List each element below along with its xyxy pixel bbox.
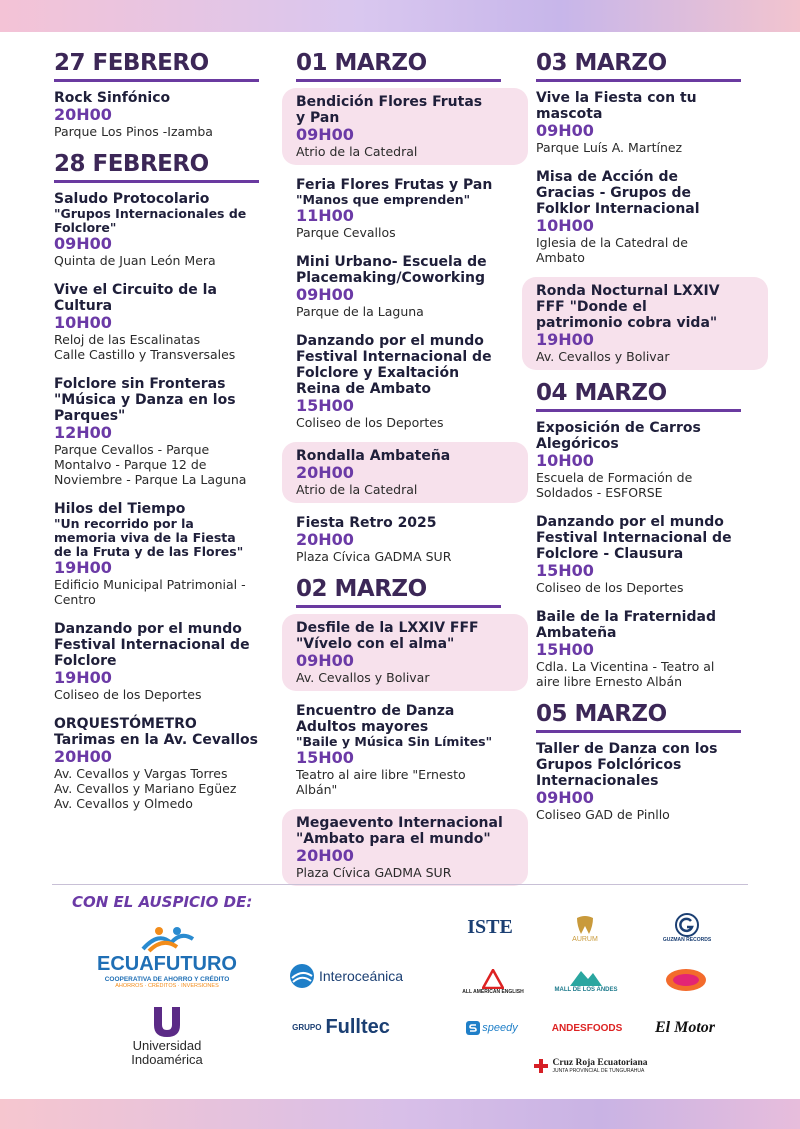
day-title: 04 MARZO [536,380,667,406]
indoamerica-name: Universidad Indoamérica [131,1038,203,1067]
speedy-s-icon [466,1021,480,1035]
event-title: Desfile de la LXXIV FFF "Vívelo con el alma" [296,620,479,652]
column-3 [536,50,746,834]
event-time: 15H00 [296,396,354,415]
event-time: 20H00 [296,846,354,865]
event-item [296,175,506,242]
allamerican-triangle-icon [482,969,504,989]
event-place: Parque Cevallos - Parque Montalvo - Parque 12 de Noviembre - Parque La Laguna [54,442,247,487]
guzman-name: GUZMAN RECORDS [662,937,712,943]
allamerican-name: ALL AMERICAN ENGLISH [462,989,524,995]
day-title: 01 MARZO [296,50,427,76]
column-1 [54,50,264,823]
indoamerica-u-icon [150,1005,184,1039]
event-title: Taller de Danza con los Grupos Folclóricos Internacionales [536,741,718,789]
event-title: Ronda Nocturnal LXXIV FFF "Donde el patrimonio cobra vida" [536,283,720,331]
event-item [54,714,264,813]
mountains-icon [569,967,603,987]
event-time: 09H00 [296,651,354,670]
event-time: 09H00 [536,121,594,140]
event-item [536,88,746,157]
day-underline [536,730,741,733]
event-item [536,418,746,502]
event-place: Coliseo de los Deportes [536,580,684,595]
day-underline [54,79,259,82]
event-item [296,331,506,432]
event-time: 09H00 [54,234,112,253]
event-title: Exposición de Carros Alegóricos [536,420,701,452]
ecuafuturo-logo [92,922,242,992]
indoamerica-logo [102,1000,232,1072]
event-title: ORQUESTÓMETRO Tarimas en la Av. Cevallos [54,716,258,748]
event-subtitle: "Un recorrido por la memoria viva de la Fiesta de la Fruta y de las Flores" [54,516,244,559]
event-title: Feria Flores Frutas y Pan [296,177,493,193]
event-title: Vive el Circuito de la Cultura [54,282,217,314]
event-title: Vive la Fiesta con tu mascota [536,90,697,122]
event-item [282,614,528,691]
event-subtitle: "Grupos Internacionales de Folclore" [54,206,247,235]
event-title: Danzando por el mundo Festival Internacional de Folclore [54,621,250,669]
cruzroja-text [553,1058,648,1074]
event-item [282,442,528,503]
event-place: Escuela de Formación de Soldados - ESFORSE [536,470,693,500]
event-item [536,607,746,691]
event-place: Cdla. La Vicentina - Teatro al aire libre Ernesto Albán [536,659,715,689]
column-2 [296,50,506,896]
event-place: Parque Los Pinos -Izamba [54,124,213,139]
event-time: 19H00 [536,330,594,349]
iste-logo [462,912,518,942]
event-title: Mini Urbano- Escuela de Placemaking/Coworking [296,254,487,286]
event-item [536,739,746,824]
divider [52,884,748,885]
event-item [296,252,506,321]
day-02-marzo [296,576,506,886]
event-subtitle: "Manos que emprenden" [296,192,471,207]
day-title: 02 MARZO [296,576,427,602]
event-title: Misa de Acción de Gracias - Grupos de Folklor Internacional [536,169,700,217]
event-item [296,701,506,799]
interoceanica-globe-icon [289,963,315,989]
cruzroja-logo [530,1052,650,1080]
ecuafuturo-tag: AHORROS · CRÉDITOS · INVERSIONES [115,983,219,989]
day-27-febrero [54,50,264,141]
day-title: 03 MARZO [536,50,667,76]
event-item [282,809,528,886]
day-28-febrero [54,151,264,813]
day-underline [54,180,259,183]
brand-swirl-icon [664,967,708,993]
fulltec-logo [276,1012,406,1042]
event-place: Plaza Cívica GADMA SUR [296,865,452,880]
event-place: Quinta de Juan León Mera [54,253,216,268]
fulltec-name: Fulltec [325,1015,390,1038]
event-time: 15H00 [536,561,594,580]
event-time: 19H00 [54,558,112,577]
event-place: Atrio de la Catedral [296,482,418,497]
day-title: 05 MARZO [536,701,667,727]
day-04-marzo [536,380,746,691]
event-item [54,619,264,704]
event-time: 20H00 [296,463,354,482]
event-time: 12H00 [54,423,112,442]
event-time: 09H00 [296,125,354,144]
event-time: 20H00 [296,530,354,549]
event-item [54,189,264,270]
event-time: 10H00 [536,451,594,470]
event-place: Coliseo de los Deportes [296,415,444,430]
event-item [54,374,264,489]
day-underline [536,79,741,82]
sponsors-title: CON EL AUSPICIO DE: [72,893,253,911]
day-05-marzo [536,701,746,824]
event-place: Coliseo de los Deportes [54,687,202,702]
day-title: 28 FEBRERO [54,151,209,177]
day-03-marzo [536,50,746,370]
event-place: Av. Cevallos y Bolivar [536,349,670,364]
cruzroja-sub: JUNTA PROVINCIAL DE TUNGURAHUA [552,1068,645,1074]
top-gradient-band [0,0,800,32]
event-item [54,499,264,609]
event-item [54,280,264,364]
andesfoods-name: ANDESFOODS [551,1022,623,1034]
event-item [282,88,528,165]
red-cross-icon [533,1058,549,1074]
event-title: Bendición Flores Frutas y Pan [296,94,483,126]
event-place: Reloj de las Escalinatas Calle Castillo y Transversales [54,332,236,362]
event-title: Baile de la Fraternidad Ambateña [536,609,716,641]
event-title: Folclore sin Fronteras "Música y Danza en los Parques" [54,376,236,424]
event-place: Parque de la Laguna [296,304,424,319]
day-underline [536,409,741,412]
event-time: 10H00 [536,216,594,235]
event-title: Rock Sinfónico [54,90,171,106]
event-place: Plaza Cívica GADMA SUR [296,549,452,564]
guzman-g-icon [675,913,699,937]
event-item [296,513,506,566]
speedy-logo [462,1016,522,1040]
event-title: Rondalla Ambateña [296,448,451,464]
day-01-marzo [296,50,506,566]
event-place: Teatro al aire libre "Ernesto Albán" [296,767,466,797]
speedy-name: speedy [482,1022,518,1034]
event-place: Coliseo GAD de Pinllo [536,807,670,822]
event-item [54,88,264,141]
interoceanica-logo [286,958,406,994]
event-subtitle: "Baile y Música Sin Límites" [296,734,493,749]
andesfoods-logo [552,1016,622,1040]
event-place: Edificio Municipal Patrimonial - Centro [54,577,246,607]
elmotor-name: El Motor [654,1019,715,1036]
event-time: 19H00 [54,668,112,687]
nutrio-logo [656,960,716,1000]
day-underline [296,79,501,82]
malldelosandes-name: MALL DE LOS ANDES [554,987,618,993]
event-time: 09H00 [296,285,354,304]
allamerican-logo [458,964,528,1000]
interoceanica-name: Interoceánica [318,968,404,984]
day-title: 27 FEBRERO [54,50,209,76]
event-place: Av. Cevallos y Bolivar [296,670,430,685]
event-item [536,512,746,597]
event-time: 09H00 [536,788,594,807]
event-time: 11H00 [296,206,354,225]
event-place: Iglesia de la Catedral de Ambato [536,235,688,265]
guzman-logo [652,908,722,948]
aurum-name: AURUM [572,935,598,943]
event-time: 20H00 [54,105,112,124]
day-underline [296,605,501,608]
event-item [536,167,746,267]
event-time: 15H00 [536,640,594,659]
aurum-tooth-icon [574,914,596,936]
event-title: Hilos del Tiempo [54,501,186,517]
event-place: Parque Luís A. Martínez [536,140,683,155]
bottom-gradient-band [0,1099,800,1129]
malldelosandes-logo [546,960,626,1000]
event-time: 15H00 [296,748,354,767]
event-title: Fiesta Retro 2025 [296,515,437,531]
ecuafuturo-figure-icon [137,925,197,953]
event-time: 20H00 [54,747,112,766]
aurum-logo [560,908,610,948]
event-place: Atrio de la Catedral [296,144,418,159]
event-title: Danzando por el mundo Festival Internacional de Folclore - Clausura [536,514,732,562]
fulltec-prefix: GRUPO [292,1022,322,1032]
event-title: Encuentro de Danza Adultos mayores [296,703,455,735]
event-place: Parque Cevallos [296,225,396,240]
cruzroja-name: Cruz Roja Ecuatoriana [552,1058,648,1068]
iste-name: ISTE [467,915,513,938]
event-title: Danzando por el mundo Festival Internacional de Folclore y Exaltación Reina de Ambato [296,333,492,397]
ecuafuturo-name: ECUAFUTURO [97,953,237,975]
event-title: Saludo Protocolario [54,191,210,207]
event-item [522,277,768,370]
event-title: Megaevento Internacional "Ambato para el mundo" [296,815,503,847]
event-time: 10H00 [54,313,112,332]
ecuafuturo-sub: COOPERATIVA DE AHORRO Y CRÉDITO [104,976,230,983]
elmotor-logo [640,1014,730,1042]
event-place: Av. Cevallos y Vargas Torres Av. Cevallos y Mariano Egüez Av. Cevallos y Olmedo [54,766,237,811]
